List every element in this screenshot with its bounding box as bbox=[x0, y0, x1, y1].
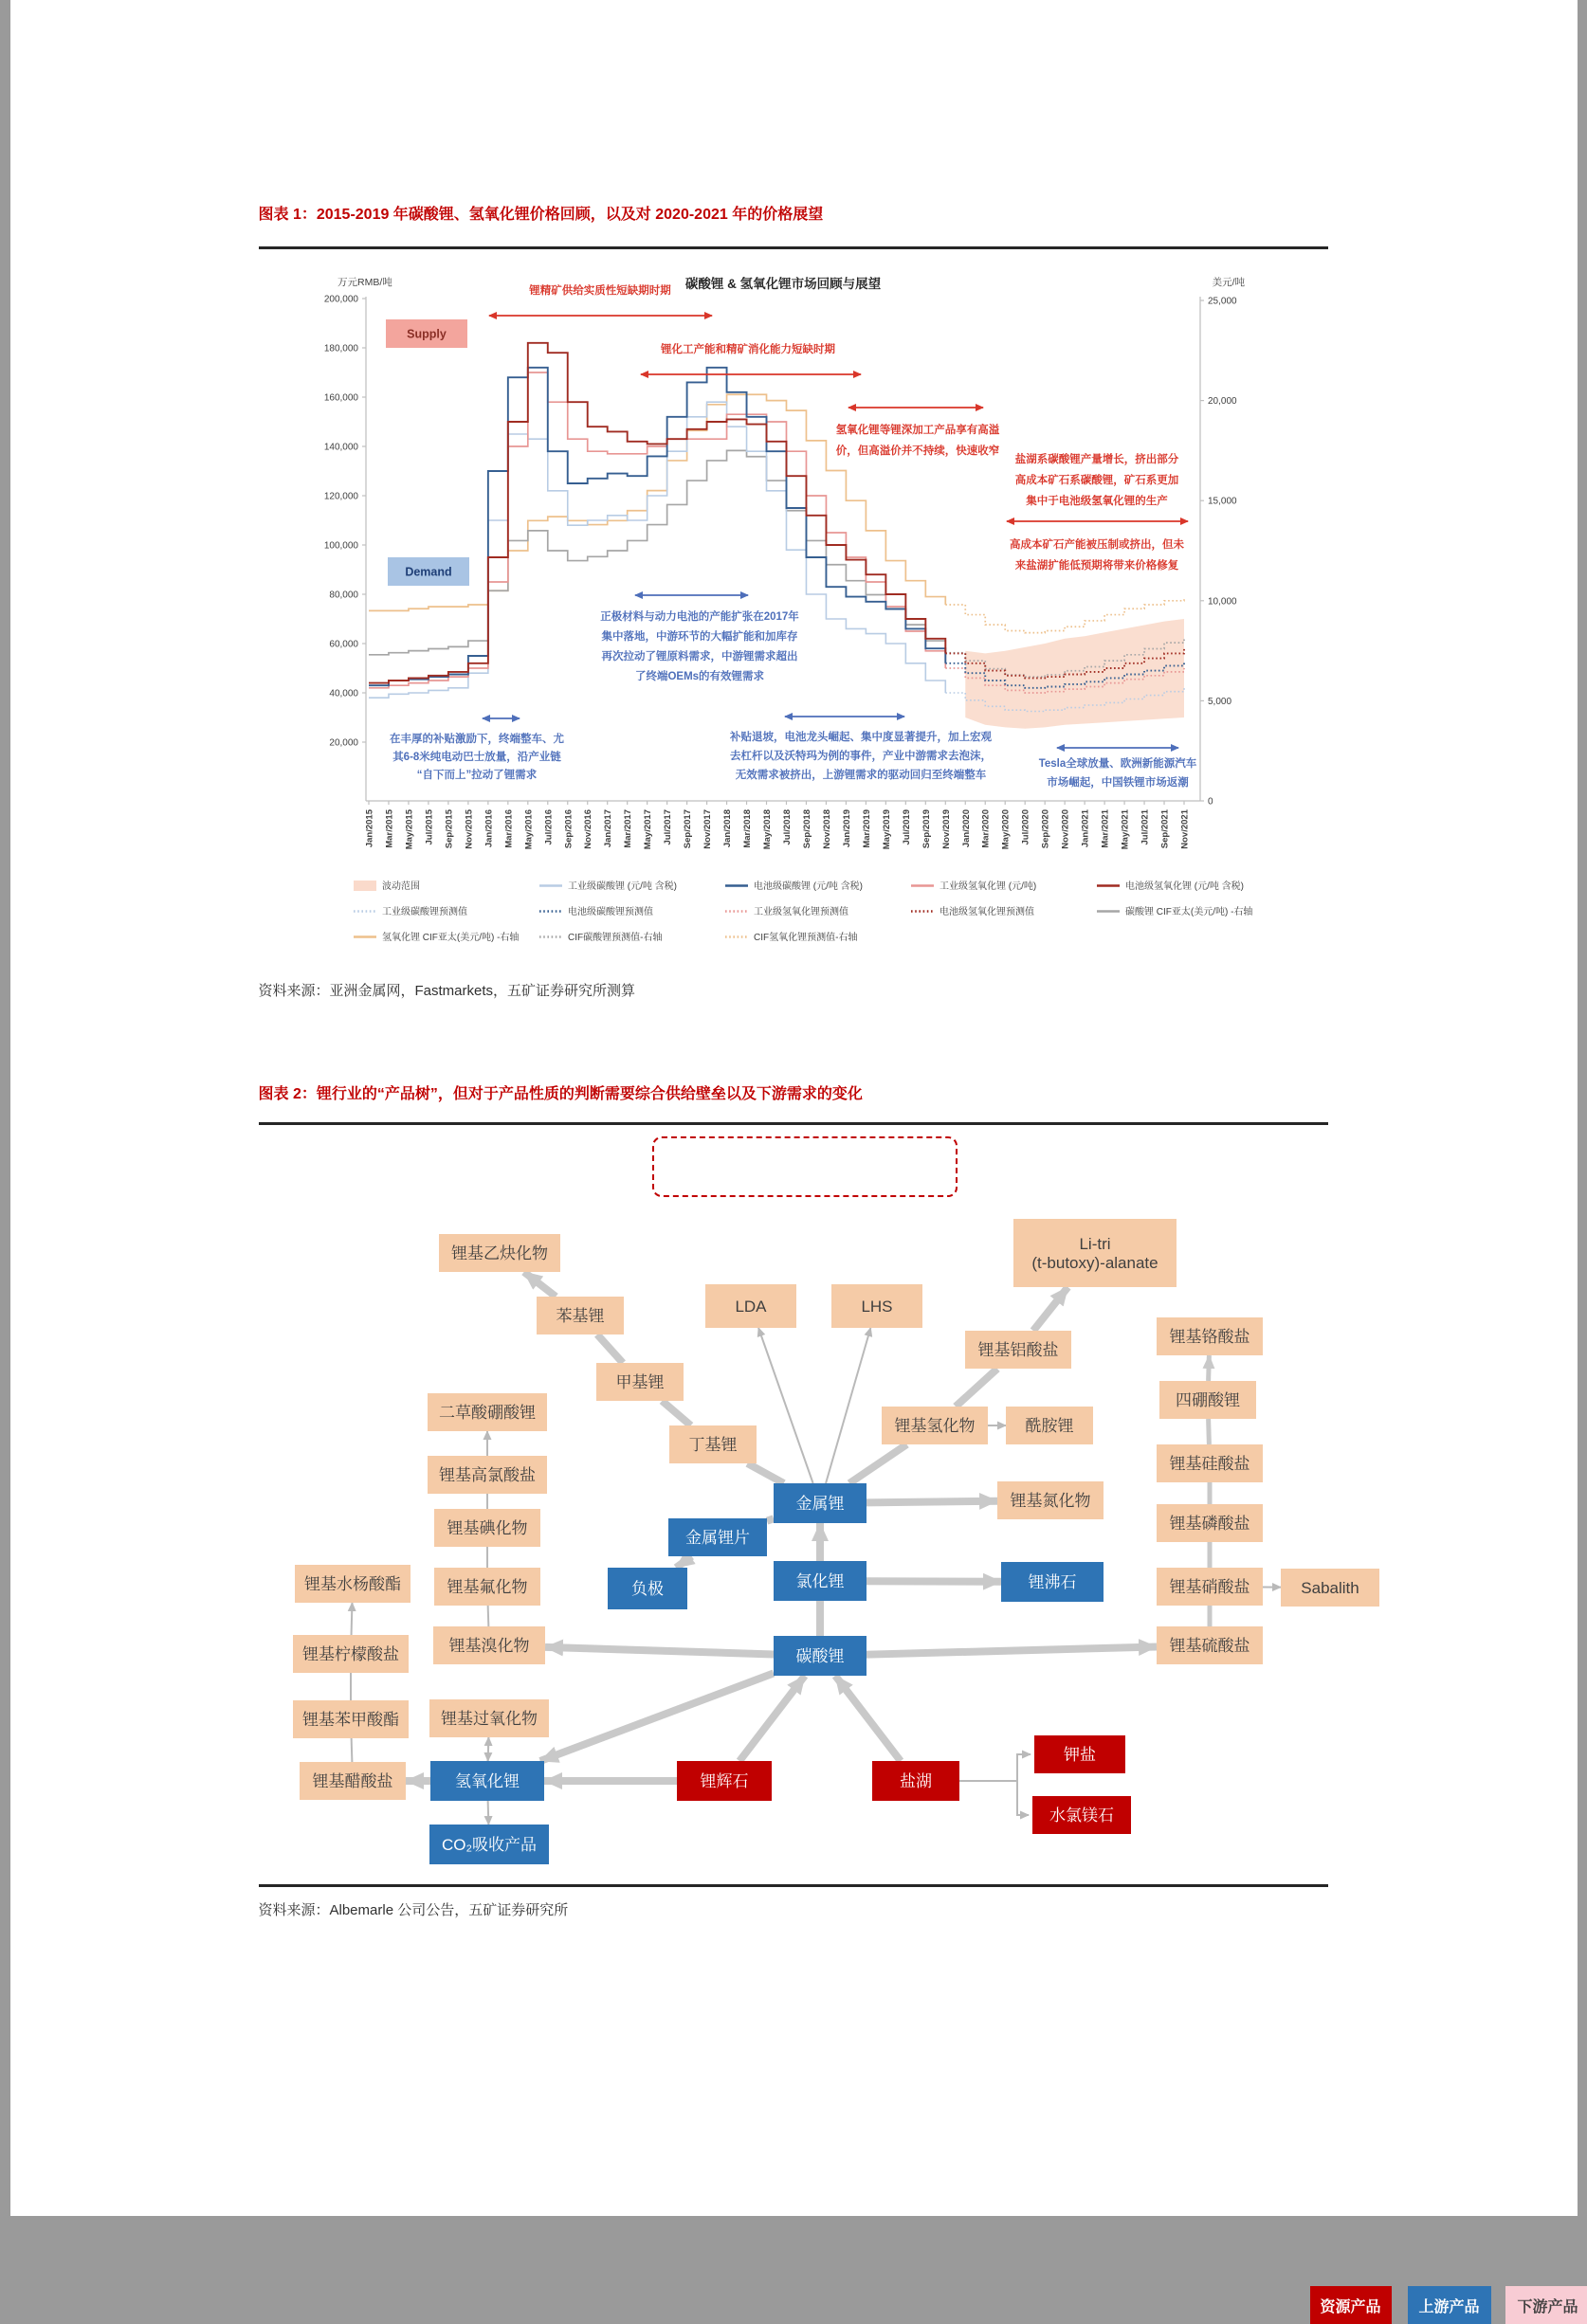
node-label-citrate: 锂基柠檬酸盐 bbox=[302, 1645, 399, 1663]
legend-label: 碳酸锂 CIF亚太(美元/吨) -右轴 bbox=[1125, 905, 1252, 917]
svg-text:Jul/2016: Jul/2016 bbox=[543, 809, 554, 845]
legend-chip-downstream: 下游产品 bbox=[1505, 2286, 1587, 2324]
svg-text:Nov/2016: Nov/2016 bbox=[583, 809, 593, 849]
node-label-lifoil: 金属锂片 bbox=[685, 1529, 750, 1547]
annotation-text: 市场崛起，中国铁锂市场返潮 bbox=[1047, 775, 1189, 789]
node-label-silicate: 锂基硅酸盐 bbox=[1169, 1455, 1250, 1473]
annotation-text: 来盐湖扩能低预期将带来价格修复 bbox=[1014, 558, 1178, 572]
svg-text:Sep/2017: Sep/2017 bbox=[683, 809, 693, 848]
node-label-salicylate: 锂基水杨酸酯 bbox=[304, 1574, 401, 1593]
edge-lifoil-anode bbox=[676, 1556, 691, 1568]
svg-text:Mar/2017: Mar/2017 bbox=[623, 809, 633, 848]
node-label-sulfate: 锂基硫酸盐 bbox=[1169, 1637, 1250, 1655]
legend-label: 电池级碳酸锂预测值 bbox=[568, 905, 653, 917]
annotation-text: 集中于电池级氢氧化锂的生产 bbox=[1026, 494, 1168, 507]
svg-text:May/2021: May/2021 bbox=[1120, 808, 1130, 849]
edge-licarb-sulfate bbox=[866, 1646, 1157, 1654]
figure1-title: 图表 1：2015-2019 年碳酸锂、氢氧化锂价格回顾，以及对 2020-2021 年的价格展望 bbox=[259, 205, 1328, 226]
chart-title: 碳酸锂 & 氢氧化锂市场回顾与展望 bbox=[684, 276, 881, 291]
svg-text:160,000: 160,000 bbox=[323, 393, 358, 404]
annotation-text: 其6-8米纯电动巴士放量，沿产业链 bbox=[392, 750, 561, 763]
product-legend-box bbox=[652, 1136, 958, 1197]
svg-text:Sep/2018: Sep/2018 bbox=[801, 809, 812, 848]
svg-text:120,000: 120,000 bbox=[323, 492, 358, 502]
annotation-text: 锂精矿供给实质性短缺期时期 bbox=[529, 283, 671, 297]
svg-text:Mar/2019: Mar/2019 bbox=[861, 809, 871, 848]
annotation-text: 盐湖系碳酸锂产量增长，挤出部分 bbox=[1014, 452, 1178, 465]
edge-lioh-co2 bbox=[487, 1801, 488, 1825]
svg-text:Sep/2016: Sep/2016 bbox=[563, 809, 574, 848]
edge-licl-zeolite bbox=[866, 1581, 1001, 1582]
annotation-text: 无效需求被挤出，上游锂需求的驱动回归至终端整车 bbox=[735, 768, 986, 781]
figure1-top-rule bbox=[259, 246, 1328, 249]
svg-text:Mar/2015: Mar/2015 bbox=[384, 808, 394, 847]
svg-text:Nov/2018: Nov/2018 bbox=[821, 809, 831, 849]
node-label-methyl: 甲基锂 bbox=[615, 1373, 664, 1391]
node-label-nitrate: 锂基硝酸盐 bbox=[1169, 1578, 1250, 1596]
edge-tetraborate-chromate bbox=[1208, 1355, 1209, 1381]
svg-text:Mar/2018: Mar/2018 bbox=[742, 809, 753, 848]
svg-text:Jul/2015: Jul/2015 bbox=[424, 808, 434, 844]
node-label-butyl: 丁基锂 bbox=[688, 1436, 737, 1454]
report-page bbox=[10, 0, 1578, 2216]
edge-bromide-fluoride bbox=[487, 1606, 488, 1626]
legend-label: CIF氢氧化锂预测值-右轴 bbox=[754, 931, 857, 943]
svg-text:Jul/2019: Jul/2019 bbox=[901, 809, 911, 845]
svg-text:May/2015: May/2015 bbox=[404, 808, 414, 849]
svg-text:Nov/2020: Nov/2020 bbox=[1060, 809, 1070, 849]
annotation-text: “自下而上”拉动了锂需求 bbox=[416, 768, 537, 781]
edge-limetal-lhs bbox=[826, 1328, 870, 1483]
svg-text:Jan/2021: Jan/2021 bbox=[1080, 808, 1090, 847]
edge-limetal-nitride bbox=[866, 1501, 997, 1503]
svg-text:200,000: 200,000 bbox=[323, 295, 358, 305]
edge-brine-licarb bbox=[835, 1676, 901, 1761]
svg-text:Demand: Demand bbox=[405, 566, 451, 579]
node-label-aluminate: 锂基铝酸盐 bbox=[977, 1341, 1058, 1359]
edge-licarb-bromide bbox=[545, 1647, 774, 1655]
node-label-phenyl: 苯基锂 bbox=[556, 1307, 604, 1325]
node-label-sabalith: Sabalith bbox=[1301, 1579, 1359, 1597]
lithium-product-tree bbox=[252, 1202, 1579, 1903]
svg-text:May/2016: May/2016 bbox=[523, 809, 534, 849]
annotation-text: 补贴退坡，电池龙头崛起、集中度显著提升，加上宏观 bbox=[729, 730, 992, 743]
svg-text:Mar/2020: Mar/2020 bbox=[980, 809, 991, 848]
svg-text:May/2018: May/2018 bbox=[762, 809, 773, 849]
node-litri bbox=[1013, 1219, 1177, 1287]
svg-text:Jan/2019: Jan/2019 bbox=[841, 809, 851, 847]
svg-text:80,000: 80,000 bbox=[329, 590, 358, 601]
svg-text:20,000: 20,000 bbox=[329, 738, 358, 749]
annotation-text: 锂化工产能和精矿消化能力短缺时期 bbox=[661, 342, 835, 355]
svg-text:Mar/2016: Mar/2016 bbox=[503, 809, 514, 848]
node-label-anode: 负极 bbox=[631, 1580, 664, 1598]
svg-text:40,000: 40,000 bbox=[329, 689, 358, 699]
node-label-lda: LDA bbox=[735, 1298, 767, 1316]
svg-text:Supply: Supply bbox=[407, 328, 447, 341]
svg-text:Nov/2017: Nov/2017 bbox=[702, 809, 713, 849]
node-label-litri: (t-butoxy)-alanate bbox=[1031, 1254, 1158, 1272]
svg-text:Jul/2018: Jul/2018 bbox=[781, 809, 792, 845]
svg-text:Sep/2019: Sep/2019 bbox=[921, 809, 931, 848]
node-label-acetate: 锂基醋酸盐 bbox=[312, 1772, 392, 1790]
svg-text:Jul/2017: Jul/2017 bbox=[663, 809, 673, 845]
edge-acetate-benzoate bbox=[351, 1738, 352, 1762]
node-label-potash: 钾盐 bbox=[1064, 1746, 1096, 1764]
node-label-co2: CO₂吸收产品 bbox=[441, 1836, 536, 1854]
svg-text:5,000: 5,000 bbox=[1208, 697, 1231, 707]
node-label-spodumene: 锂辉石 bbox=[700, 1771, 748, 1790]
svg-text:Jul/2020: Jul/2020 bbox=[1020, 809, 1031, 845]
annotation-text: Tesla全球放量、欧洲新能源汽车 bbox=[1038, 756, 1196, 770]
svg-text:May/2019: May/2019 bbox=[881, 809, 891, 849]
legend-label: 工业级氢氧化锂预测值 bbox=[754, 905, 848, 917]
svg-text:20,000: 20,000 bbox=[1208, 396, 1237, 407]
annotation-text: 价，但高溢价并不持续，快速收窄 bbox=[835, 444, 999, 457]
node-label-tetraborate: 四硼酸锂 bbox=[1176, 1391, 1240, 1409]
annotation-text: 去杠杆以及沃特玛为例的事件，产业中游需求去泡沫， bbox=[730, 749, 992, 762]
legend-label: CIF碳酸锂预测值-右轴 bbox=[568, 931, 662, 943]
forecast-band bbox=[965, 619, 1184, 729]
annotation-text: 高成本矿石系碳酸锂，矿石系更加 bbox=[1014, 473, 1178, 486]
legend-label: 工业级氢氧化锂 (元/吨) bbox=[939, 880, 1036, 892]
svg-text:60,000: 60,000 bbox=[329, 640, 358, 650]
annotation-text: 集中落地，中游环节的大幅扩能和加库存 bbox=[601, 629, 797, 643]
figure2-source: 资料来源：Albemarle 公司公告，五矿证券研究所 bbox=[259, 1899, 1328, 1919]
annotation-text: 正极材料与动力电池的产能扩张在2017年 bbox=[600, 609, 799, 623]
legend-label: 工业级碳酸锂 (元/吨 含税) bbox=[568, 880, 677, 892]
svg-text:Jul/2021: Jul/2021 bbox=[1140, 808, 1150, 844]
edge-limetal-lda bbox=[758, 1328, 813, 1483]
svg-text:Sep/2015: Sep/2015 bbox=[444, 808, 454, 848]
node-label-amide: 酰胺锂 bbox=[1025, 1417, 1073, 1435]
node-label-nitride: 锂基氮化物 bbox=[1010, 1492, 1090, 1510]
edge-elbow bbox=[959, 1754, 1031, 1781]
legend-swatch bbox=[354, 881, 376, 891]
edge-spodumene-licarb bbox=[739, 1676, 805, 1761]
node-label-phosphate: 锂基磷酸盐 bbox=[1169, 1515, 1250, 1533]
node-label-brine: 盐湖 bbox=[900, 1772, 932, 1790]
edge-limetal-butyl bbox=[747, 1463, 783, 1483]
svg-text:Sep/2020: Sep/2020 bbox=[1040, 809, 1050, 848]
legend-label: 电池级碳酸锂 (元/吨 含税) bbox=[754, 880, 863, 892]
edge-citrate-salicylate bbox=[351, 1603, 352, 1635]
svg-text:Jan/2018: Jan/2018 bbox=[722, 809, 733, 847]
annotation-text: 在丰厚的补贴激励下，终端整车、尤 bbox=[390, 732, 564, 745]
svg-text:Jan/2020: Jan/2020 bbox=[960, 809, 971, 847]
svg-text:Sep/2021: Sep/2021 bbox=[1159, 808, 1170, 848]
svg-text:0: 0 bbox=[1208, 797, 1213, 808]
node-label-peroxide: 锂基过氧化物 bbox=[441, 1710, 538, 1728]
edge-elbow bbox=[1017, 1781, 1029, 1815]
node-label-lhs: LHS bbox=[861, 1298, 892, 1316]
edge-phenyl-ethynyl bbox=[523, 1272, 555, 1297]
annotation-text: 高成本矿石产能被压制或挤出，但未 bbox=[1010, 537, 1184, 551]
node-label-hydride: 锂基氢化物 bbox=[894, 1417, 975, 1435]
edge-aluminate-litri bbox=[1032, 1287, 1067, 1331]
legend-chip-upstream: 上游产品 bbox=[1408, 2286, 1491, 2324]
svg-text:10,000: 10,000 bbox=[1208, 596, 1237, 607]
svg-text:180,000: 180,000 bbox=[323, 344, 358, 354]
svg-text:Jan/2015: Jan/2015 bbox=[364, 808, 374, 847]
left-axis-unit: 万元RMB/吨 bbox=[337, 276, 392, 288]
figure1-source: 资料来源：亚洲金属网，Fastmarkets，五矿证券研究所测算 bbox=[259, 980, 1328, 1000]
node-label-litri: Li-tri bbox=[1079, 1235, 1110, 1253]
node-label-chromate: 锂基铬酸盐 bbox=[1169, 1328, 1250, 1346]
figure2-title: 图表 2：锂行业的“产品树”，但对于产品性质的判断需要综合供给壁垒以及下游需求的变化 bbox=[259, 1084, 1328, 1105]
node-label-oxalatoborate: 二草酸硼酸锂 bbox=[439, 1404, 536, 1422]
figure2-bottom-rule bbox=[259, 1884, 1328, 1887]
series-碳酸锂 CIF亚太(美元/吨) -右轴 bbox=[369, 450, 945, 654]
node-label-limetal: 金属锂 bbox=[795, 1495, 844, 1513]
node-label-bromide: 锂基溴化物 bbox=[448, 1637, 529, 1655]
svg-text:140,000: 140,000 bbox=[323, 443, 358, 453]
edge-limetal-lifoil bbox=[767, 1518, 774, 1520]
legend-label: 电池级氢氧化锂预测值 bbox=[939, 905, 1034, 917]
annotation-text: 了终端OEMs的有效锂需求 bbox=[634, 669, 764, 682]
svg-text:Nov/2019: Nov/2019 bbox=[940, 809, 951, 849]
legend-label: 工业级碳酸锂预测值 bbox=[382, 905, 467, 917]
node-label-ethynyl: 锂基乙炔化物 bbox=[451, 1244, 548, 1262]
node-label-iodide: 锂基碘化物 bbox=[447, 1519, 527, 1537]
svg-text:Jan/2016: Jan/2016 bbox=[483, 809, 494, 847]
edge-hydride-aluminate bbox=[956, 1369, 997, 1407]
node-label-perchlorate: 锂基高氯酸盐 bbox=[439, 1466, 536, 1484]
svg-text:May/2017: May/2017 bbox=[643, 809, 653, 849]
legend-label: 电池级氢氧化锂 (元/吨 含税) bbox=[1125, 880, 1244, 892]
figure2-top-rule bbox=[259, 1122, 1328, 1125]
svg-text:25,000: 25,000 bbox=[1208, 297, 1237, 307]
svg-text:Jan/2017: Jan/2017 bbox=[603, 809, 613, 847]
legend-label: 氢氧化锂 CIF亚太(美元/吨) -右轴 bbox=[382, 931, 519, 943]
edge-silicate-tetraborate bbox=[1208, 1419, 1209, 1444]
svg-text:Mar/2021: Mar/2021 bbox=[1100, 808, 1110, 847]
node-label-benzoate: 锂基苯甲酸酯 bbox=[302, 1711, 399, 1729]
right-axis-unit: 美元/吨 bbox=[1212, 276, 1245, 288]
annotation-text: 氢氧化锂等锂深加工产品享有高溢 bbox=[835, 423, 999, 436]
edge-methyl-phenyl bbox=[597, 1334, 623, 1363]
node-label-licl: 氯化锂 bbox=[795, 1572, 844, 1590]
svg-text:15,000: 15,000 bbox=[1208, 497, 1237, 507]
node-label-bischofite: 水氯镁石 bbox=[1049, 1807, 1114, 1825]
legend-label: 波动范围 bbox=[382, 880, 420, 892]
edge-butyl-methyl bbox=[662, 1401, 690, 1425]
edge-limetal-hydride bbox=[848, 1444, 906, 1483]
node-label-licarb: 碳酸锂 bbox=[795, 1647, 844, 1665]
node-label-fluoride: 锂基氟化物 bbox=[447, 1578, 527, 1596]
svg-text:May/2020: May/2020 bbox=[1000, 809, 1011, 849]
legend-chip-resource: 资源产品 bbox=[1310, 2286, 1392, 2324]
svg-text:100,000: 100,000 bbox=[323, 541, 358, 552]
svg-text:Nov/2021: Nov/2021 bbox=[1179, 808, 1190, 848]
price-history-chart bbox=[259, 254, 1328, 959]
edge-licarb-lioh bbox=[539, 1673, 773, 1761]
svg-text:Nov/2015: Nov/2015 bbox=[464, 808, 474, 848]
node-label-lioh: 氢氧化锂 bbox=[455, 1772, 520, 1790]
annotation-text: 再次拉动了锂原料需求，中游锂需求超出 bbox=[601, 649, 797, 663]
node-label-zeolite: 锂沸石 bbox=[1028, 1573, 1076, 1591]
